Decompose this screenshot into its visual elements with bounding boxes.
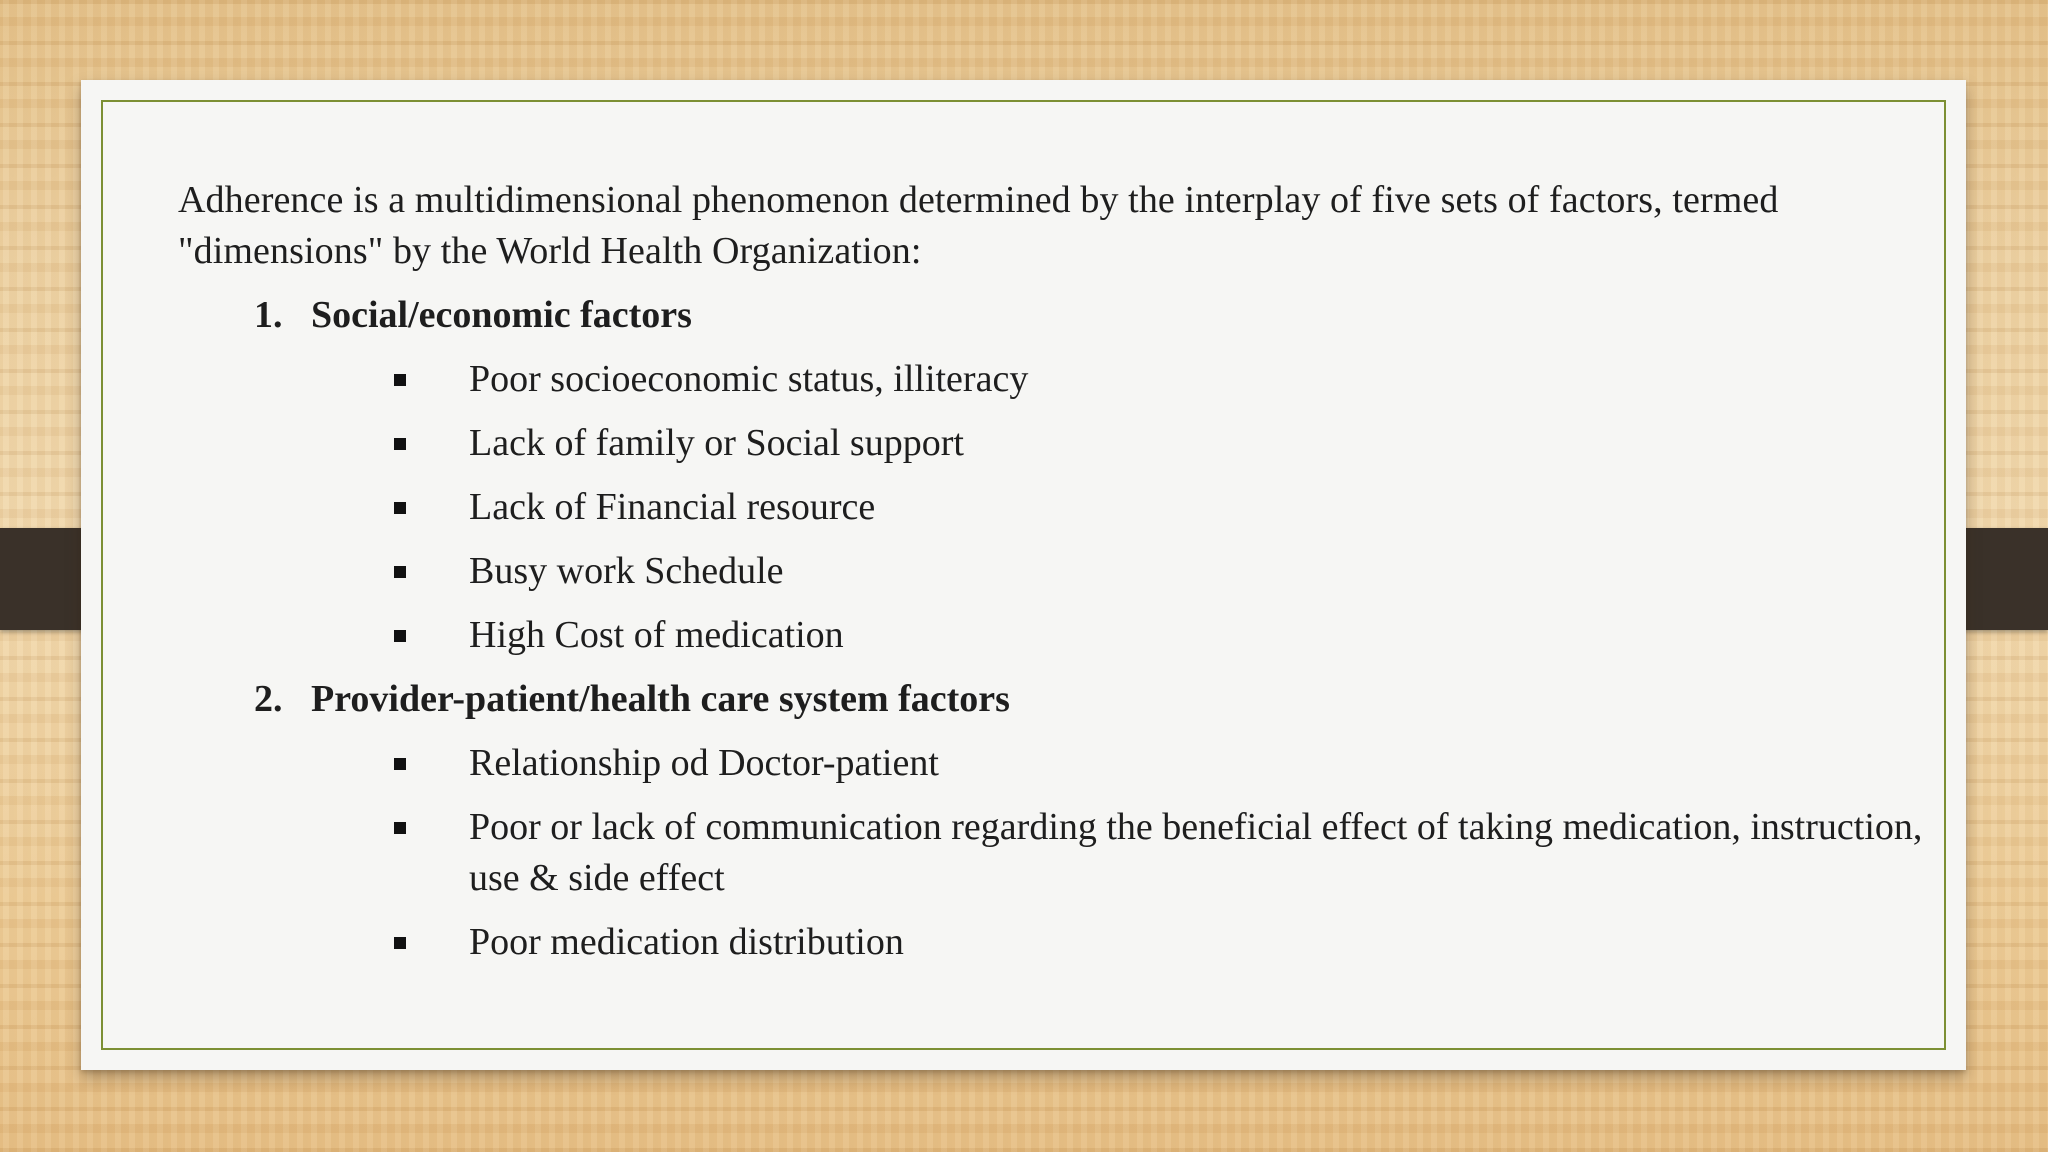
factor-sublist — [178, 354, 1878, 661]
list-item — [178, 418, 1949, 469]
list-item — [178, 917, 1949, 968]
factor-title: Provider-patient/health care system factors — [311, 678, 1010, 720]
factor-items-container — [178, 738, 1923, 968]
slide-card — [81, 80, 1966, 1070]
square-bullet-icon — [394, 758, 406, 770]
list-item-text: Relationship od Doctor-patient — [469, 742, 939, 784]
slide-content — [178, 175, 1923, 968]
list-item-text: Lack of Financial resource — [469, 486, 876, 528]
list-item — [178, 610, 1949, 661]
list-item-text: Lack of family or Social support — [469, 422, 964, 464]
list-item-text: High Cost of medication — [469, 614, 844, 656]
square-bullet-icon — [394, 438, 406, 450]
list-item-text: Busy work Schedule — [469, 550, 784, 592]
factor-title: Social/economic factors — [311, 294, 692, 336]
list-item — [178, 738, 1949, 789]
factor-number: 1. — [254, 294, 283, 336]
square-bullet-icon — [394, 630, 406, 642]
intro-paragraph: Adherence is a multidimensional phenomenon determined by the interplay of five sets of factors, termed "dimensions" by the World Health Organization: — [178, 179, 1779, 272]
list-item — [178, 802, 1949, 904]
list-item — [178, 354, 1949, 405]
square-bullet-icon — [394, 374, 406, 386]
factor-number: 2. — [254, 678, 283, 720]
factor-heading — [178, 290, 1878, 341]
square-bullet-icon — [394, 502, 406, 514]
factor-list — [178, 290, 1923, 968]
square-bullet-icon — [394, 566, 406, 578]
list-item-text: Poor medication distribution — [469, 921, 904, 963]
list-item-text: Poor or lack of communication regarding the beneficial effect of taking medication, instruction, use & side effect — [469, 806, 1923, 899]
factor-items-container — [178, 354, 1878, 661]
factor-heading — [178, 674, 1878, 725]
square-bullet-icon — [394, 937, 406, 949]
list-item — [178, 482, 1949, 533]
factor-sublist — [178, 738, 1923, 968]
list-item — [178, 546, 1949, 597]
square-bullet-icon — [394, 822, 406, 834]
list-item-text: Poor socioeconomic status, illiteracy — [469, 358, 1029, 400]
